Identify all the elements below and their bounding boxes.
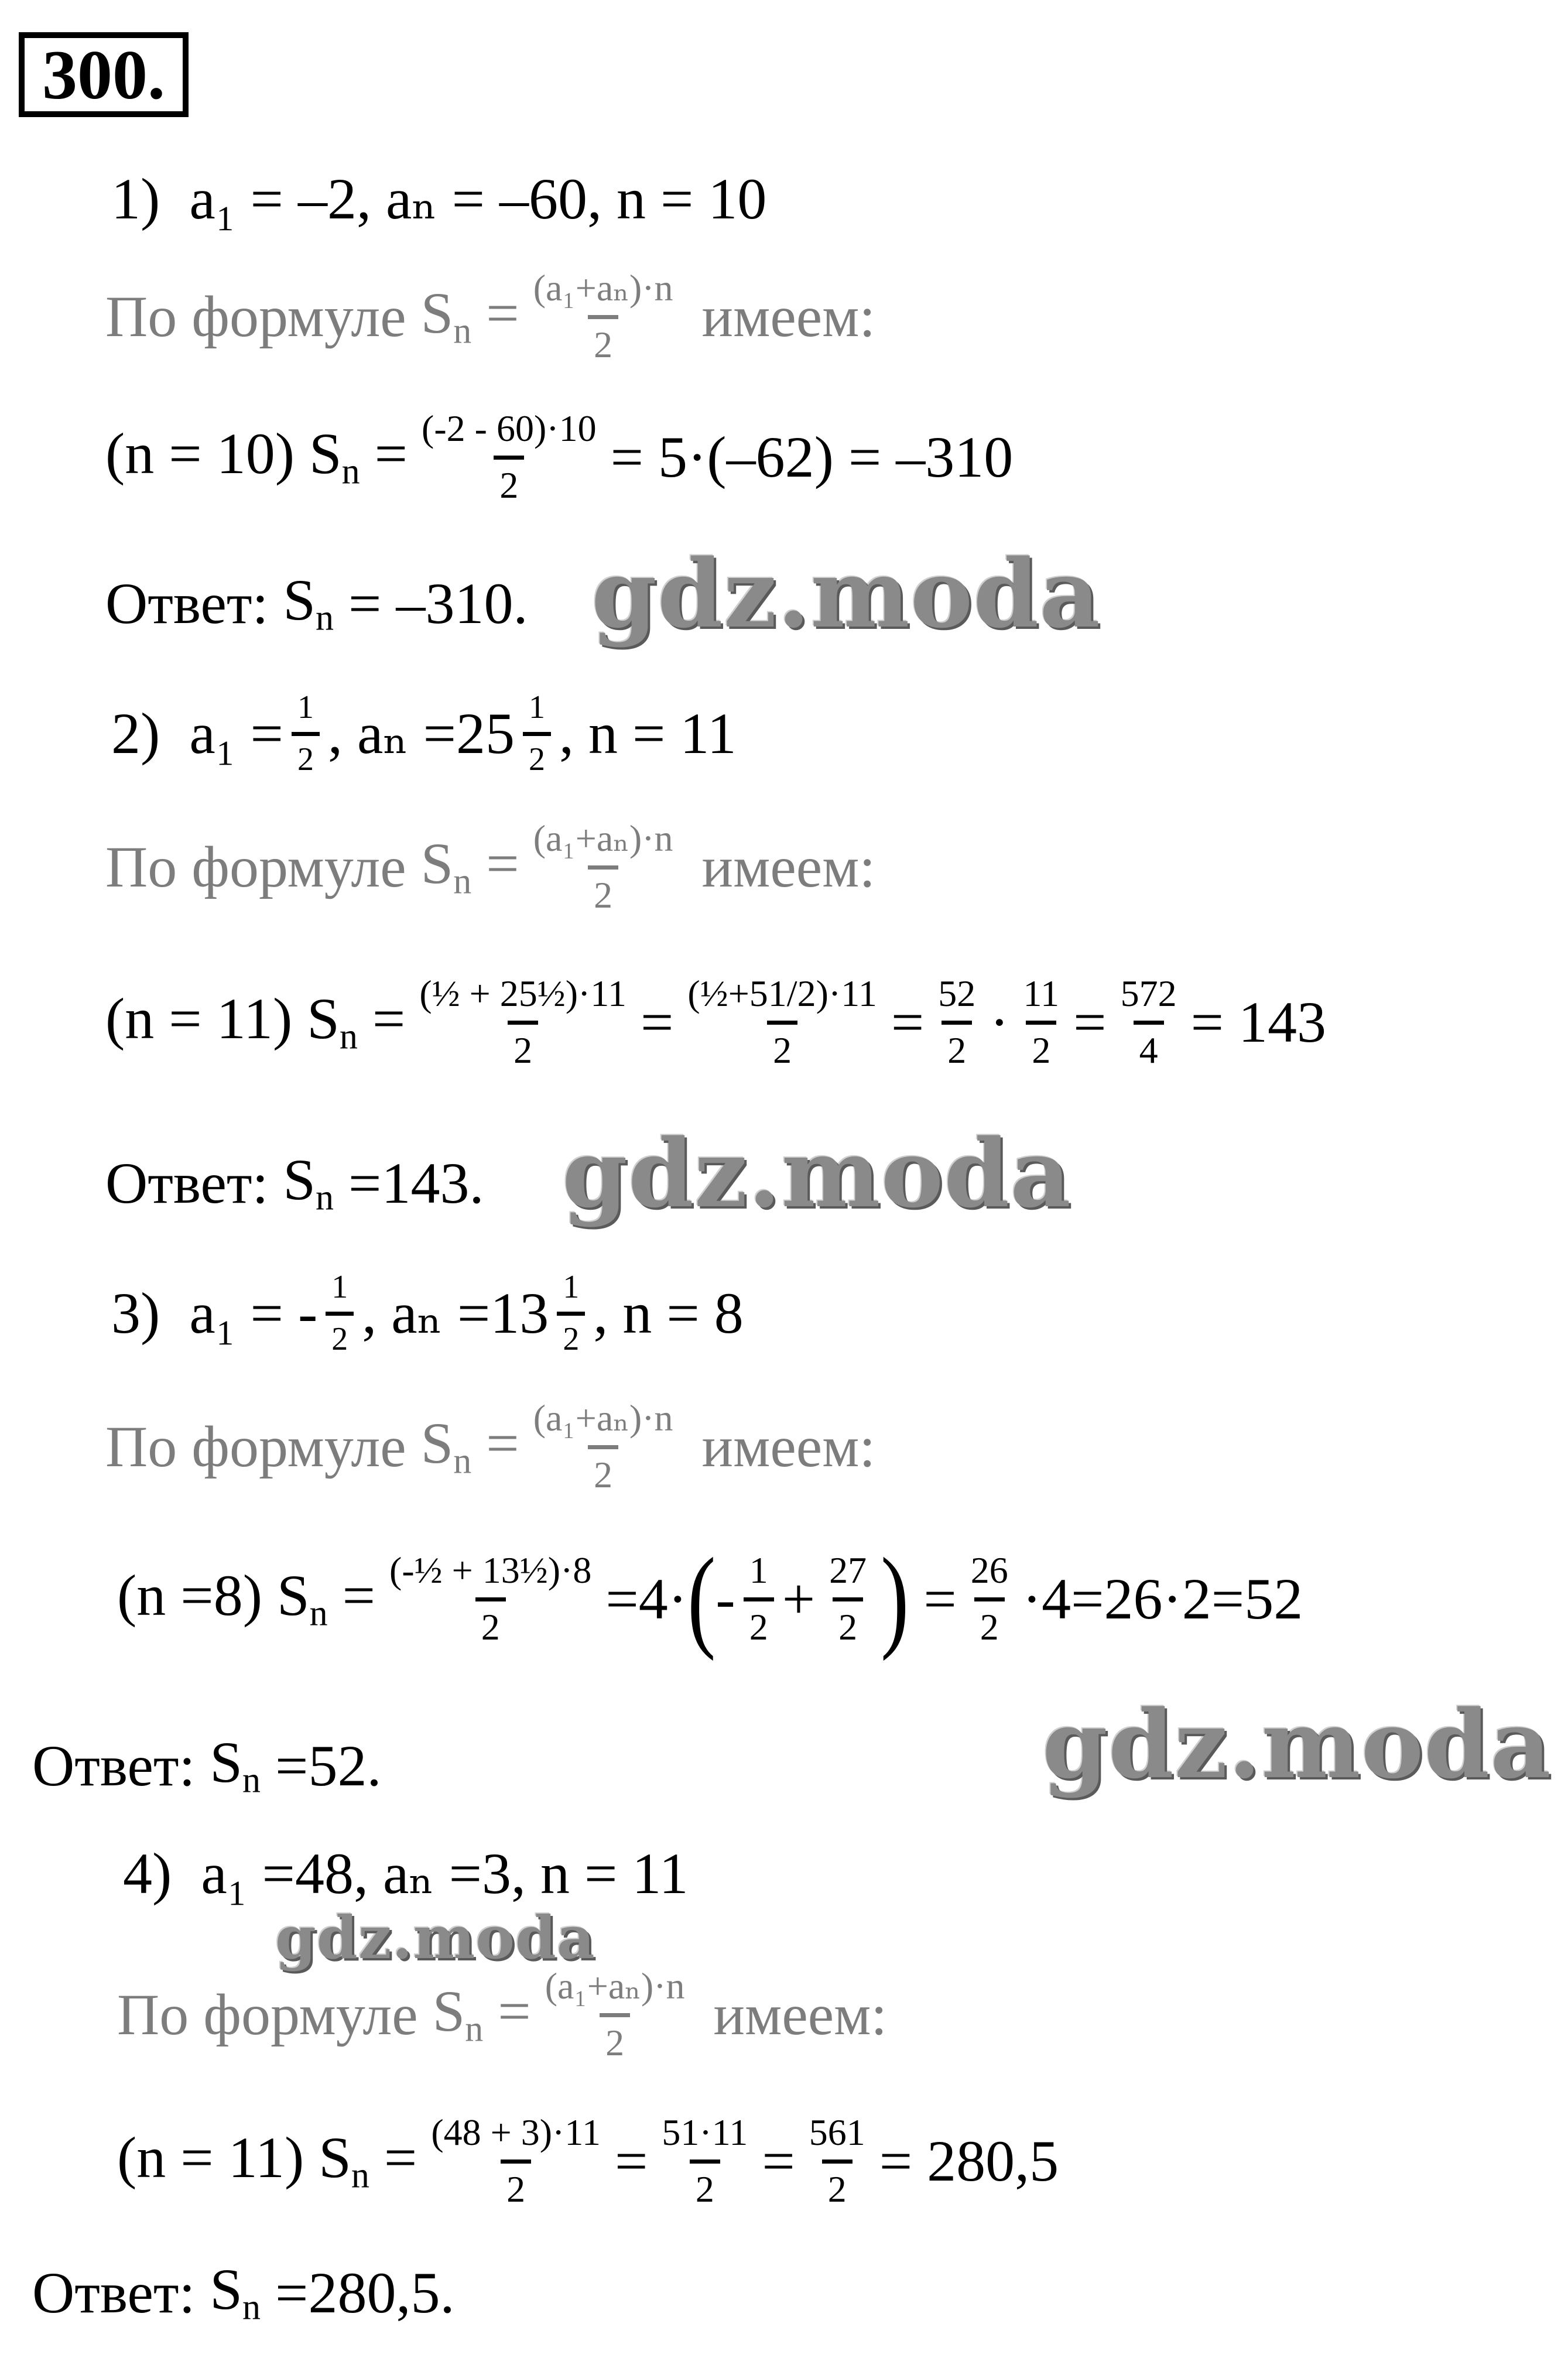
- watermark: gdz.moda: [275, 1903, 595, 1972]
- half-fraction: $\frac{1}{2}$: [292, 691, 320, 776]
- part1-answer-value: = –310.: [348, 570, 528, 636]
- watermark: gdz.moda: [591, 539, 1101, 649]
- part1-given-text: a₁ = –2, aₙ = –60, n = 10: [189, 166, 767, 231]
- part2-answer: Ответ: $S_n$ =143.: [105, 1147, 484, 1218]
- part4-formula-line: По формуле $S_n$ = $\frac{\text{(a₁+aₙ)·n}}{2}$ имеем:: [117, 1965, 888, 2063]
- part1-calculation: (n = 10) $S_n$ = $\frac{(-2 - 60)\cdot 10}{2}$ = 5·(–62) = –310: [105, 408, 1014, 506]
- have-label: имеем:: [701, 283, 876, 349]
- part3-fraction-1: $\frac{\text{(-½ + 13½)·8}}{2}$: [389, 1549, 592, 1648]
- part1-given: [111, 166, 767, 231]
- part3-formula-line: По формуле $S_n$ = $\frac{\text{(a₁+aₙ)·n}}{2}$ имеем:: [105, 1397, 876, 1495]
- part1-number: 1): [111, 166, 160, 231]
- watermark: gdz.moda: [1042, 1689, 1552, 1799]
- part2-fraction-2: $\frac{\text{(½+51/2)·11}}{2}$: [687, 973, 877, 1071]
- sum-formula-fraction: $\frac{\text{(a₁+aₙ)·n}}{2}$: [533, 267, 673, 365]
- part4-answer-value: =280,5.: [275, 2260, 455, 2325]
- part2-formula-line: По формуле $S_n$ = $\frac{\text{(a₁+aₙ)·n}}{2}$ имеем:: [105, 817, 876, 916]
- part2-fraction-1: $\frac{\text{(½ + 25½)·11}}{2}$: [419, 973, 626, 1071]
- part3-answer-value: =52.: [275, 1733, 382, 1798]
- part4-fraction-1: $\frac{(48 + 3)\cdot 11}{2}$: [431, 2111, 601, 2210]
- part3-given: 3) a₁ = - $\frac{1}{2}$ , aₙ =13 $\frac{1}{2}$ , n = 8: [111, 1269, 744, 1357]
- part1-fraction: $\frac{(-2 - 60)\cdot 10}{2}$: [422, 408, 597, 506]
- part4-given: 4) a₁ =48, aₙ =3, n = 11: [123, 1841, 689, 1906]
- part1-formula-line: По формуле $S_n$ = $\frac{\text{(a₁+aₙ)·n}}{2}$ имеем:: [105, 267, 876, 365]
- part2-calculation: (n = 11) $S_n$ = $\frac{\text{(½ + 25½)·11}}{2}$ = $\frac{\text{(½+51/2)·11}}{2}$ = $\frac{52}{2}$ · $\frac{11}{2}$ = $\frac{572}{4}$ = 143: [105, 973, 1326, 1071]
- part3-calculation: (n =8) $S_n$ = $\frac{\text{(-½ + 13½)·8}}{2}$ =4· ( - $\frac{1}{2}$ + $\frac{27}{2}$ ) = $\frac{26}{2}$ ·4=26·2=52: [117, 1535, 1303, 1662]
- formula-label: По формуле: [105, 283, 406, 349]
- part4-answer: Ответ: $S_n$ =280,5.: [32, 2257, 455, 2328]
- problem-number: 300.: [19, 32, 189, 117]
- part2-answer-value: =143.: [348, 1150, 484, 1216]
- watermark: gdz.moda: [562, 1118, 1071, 1228]
- part1-answer: Ответ: $S_n$ = –310.: [105, 567, 528, 638]
- answer-label: Ответ:: [105, 570, 269, 636]
- part4-calculation: (n = 11) $S_n$ = $\frac{(48 + 3)\cdot 11}{2}$ = $\frac{51\cdot 11}{2}$ = $\frac{561}{2}$ = 280,5: [117, 2111, 1059, 2210]
- part3-answer: Ответ: $S_n$ =52.: [32, 1730, 382, 1801]
- part2-given: 2) a₁ = $\frac{1}{2}$ , aₙ =25 $\frac{1}{2}$ , n = 11: [111, 689, 737, 778]
